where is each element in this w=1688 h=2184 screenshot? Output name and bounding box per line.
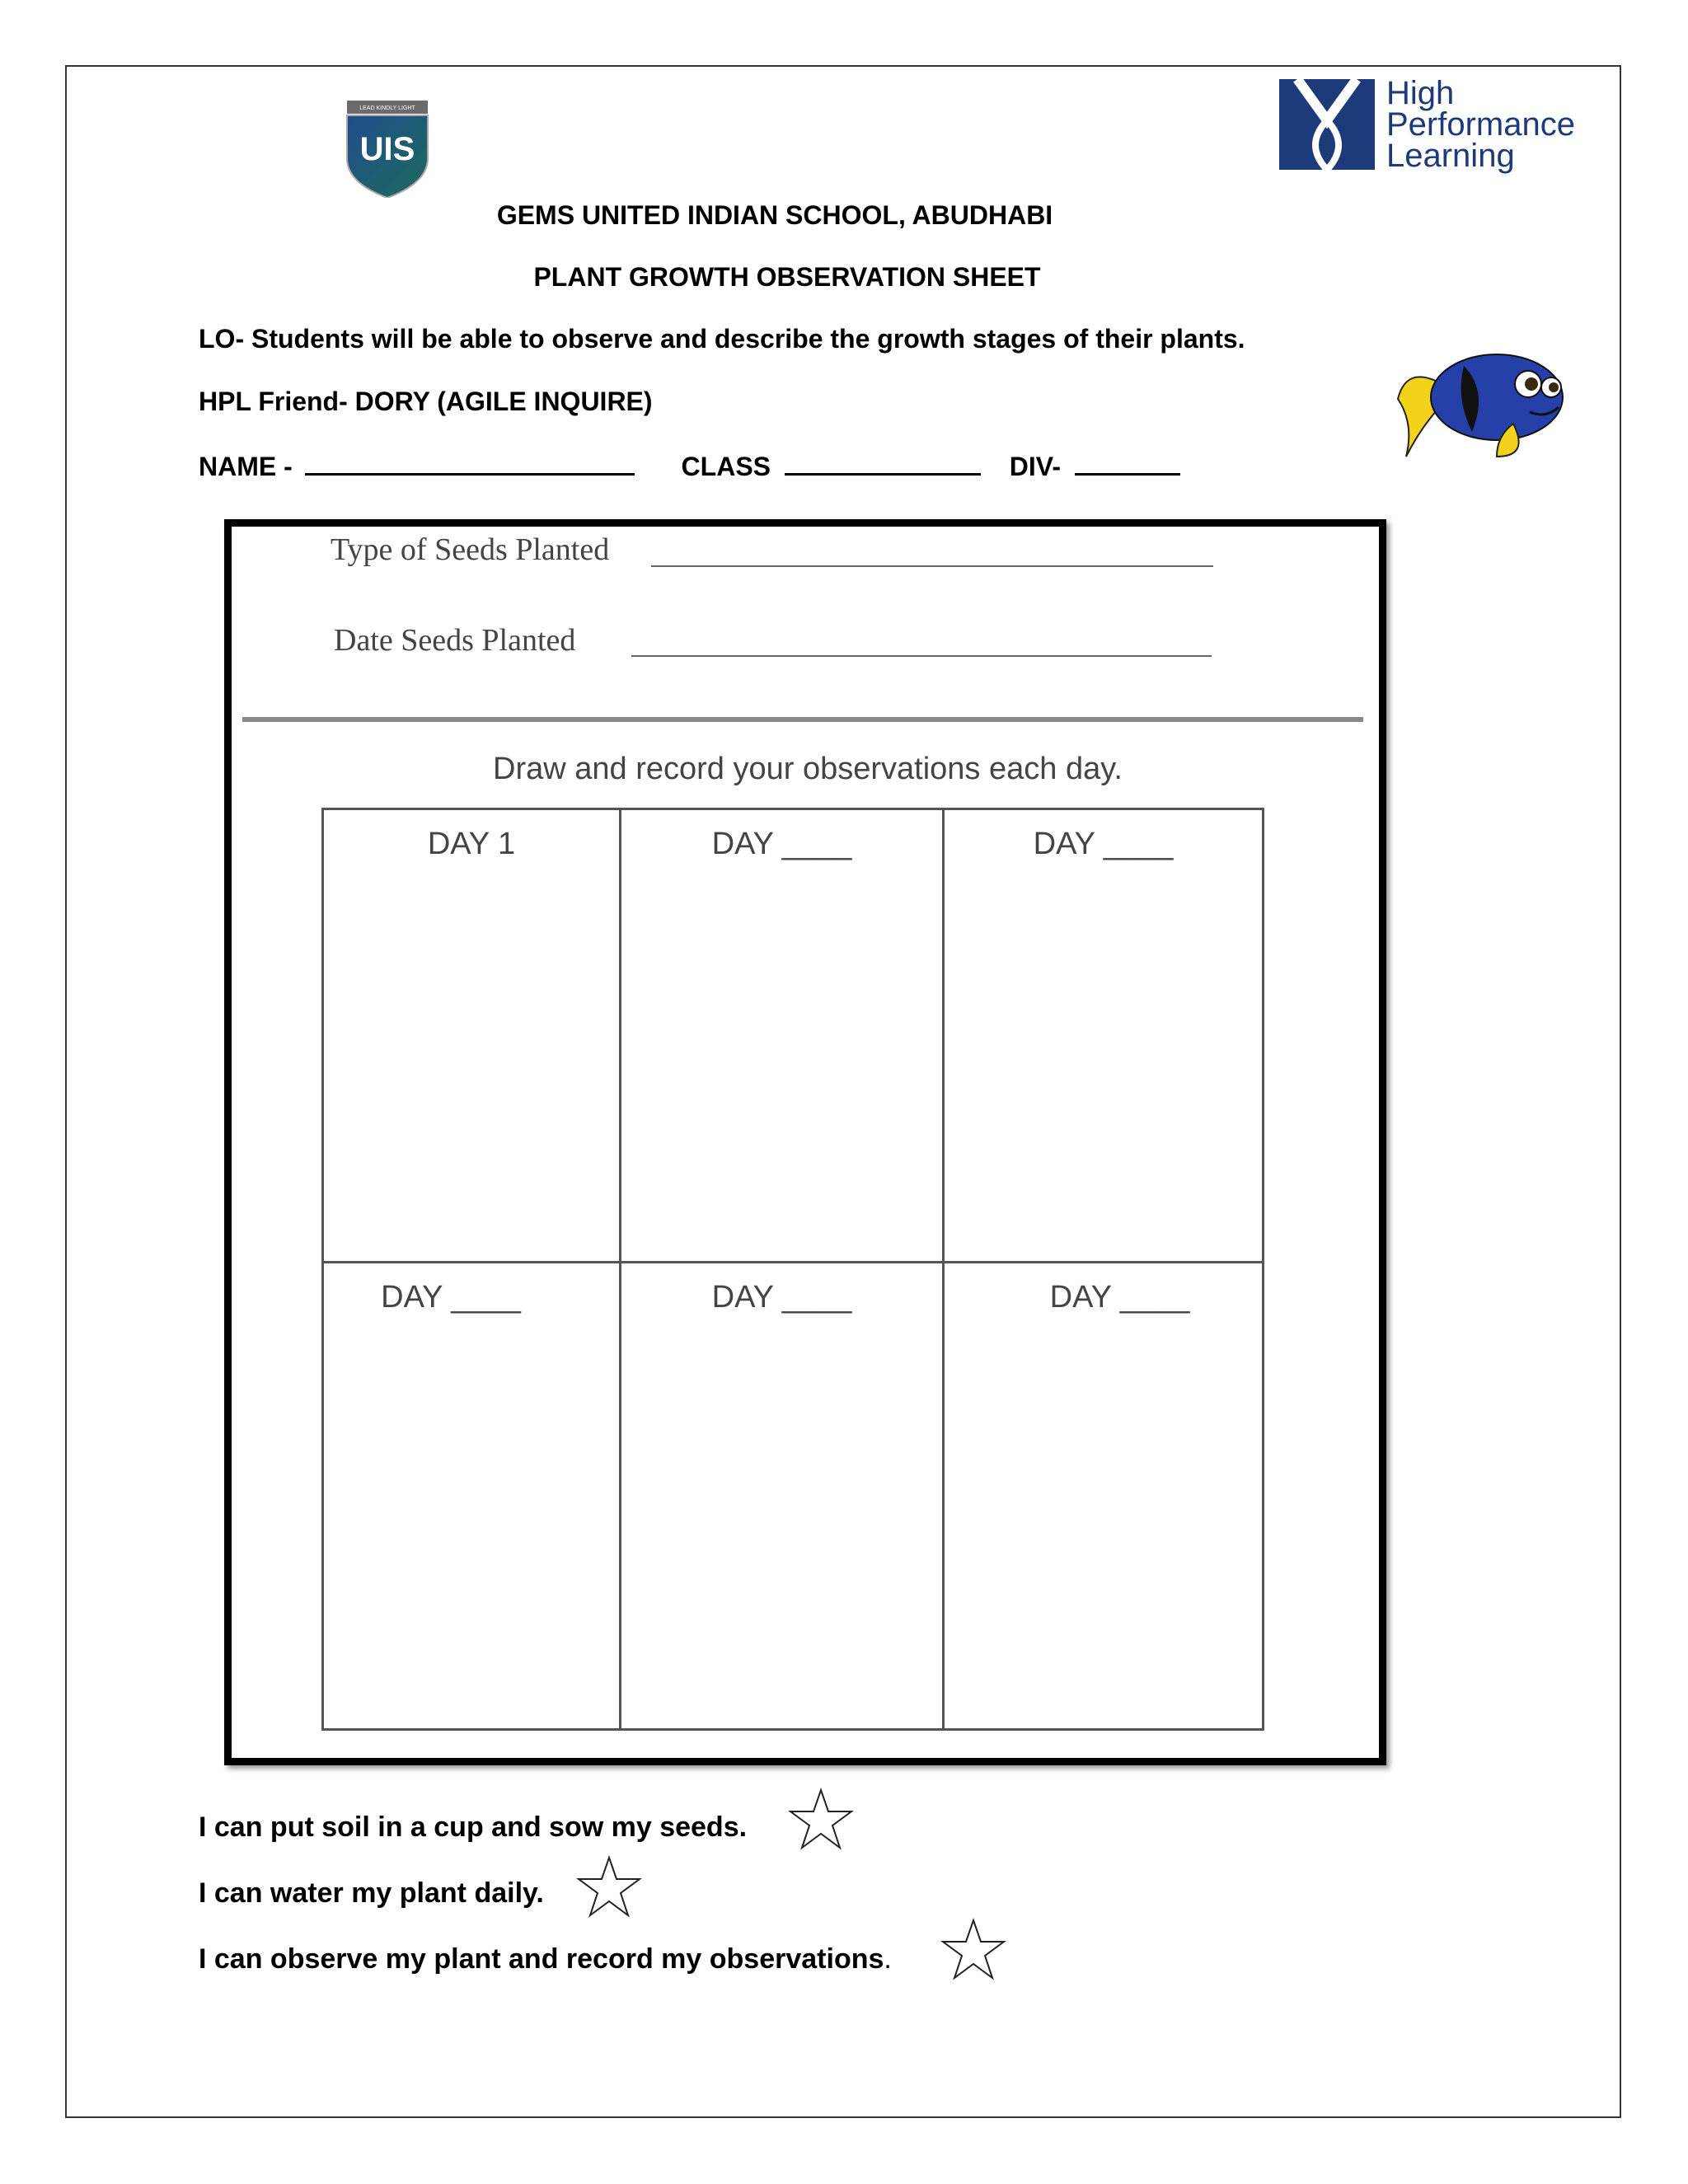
can-do-statement-3-text: I can observe my plant and record my observations <box>199 1943 884 1975</box>
dory-fish-illustration <box>1390 333 1564 465</box>
hpl-logo-text <box>1386 75 1575 174</box>
can-do-statement-1: I can put soil in a cup and sow my seeds. <box>199 1811 748 1843</box>
section-divider <box>242 717 1363 722</box>
div-field[interactable] <box>1075 448 1180 476</box>
uis-logo-text: UIS <box>359 131 415 167</box>
uis-logo-motto: LEAD KINDLY LIGHT <box>359 105 415 111</box>
day-cell-label: DAY ____ <box>711 1280 852 1315</box>
day-cell-label: DAY ____ <box>381 1280 521 1315</box>
name-field[interactable] <box>305 448 635 476</box>
day-cell[interactable] <box>324 1263 621 1728</box>
learning-objective: LO- Students will be able to observe and describe the growth stages of their plants. <box>199 324 1245 354</box>
hpl-logo-line-2: Performance <box>1386 106 1575 143</box>
day-cell-label: DAY ____ <box>1033 827 1174 861</box>
hpl-logo-line-1: High <box>1386 75 1455 111</box>
seed-type-label: Type of Seeds Planted <box>331 532 610 567</box>
school-name: GEMS UNITED INDIAN SCHOOL, ABUDHABI <box>496 200 1053 230</box>
div-label: DIV- <box>1009 452 1062 481</box>
seed-date-field[interactable] <box>631 655 1212 657</box>
can-do-statement-3-period: . <box>884 1943 892 1975</box>
hpl-friend: HPL Friend- DORY (AGILE INQUIRE) <box>199 387 653 416</box>
day-cell-label: DAY 1 <box>427 827 516 861</box>
can-do-statement-2: I can water my plant daily. <box>199 1877 544 1909</box>
sheet-title: PLANT GROWTH OBSERVATION SHEET <box>533 262 1041 292</box>
observation-grid <box>321 808 1264 1731</box>
name-label: NAME - <box>199 452 293 481</box>
day-cell[interactable] <box>945 1263 1262 1728</box>
hpl-logo-mark <box>1279 79 1375 170</box>
day-cell[interactable] <box>324 810 621 1263</box>
day-cell-label: DAY ____ <box>711 827 852 861</box>
day-cell-label: DAY ____ <box>1049 1280 1190 1315</box>
instruction-text: Draw and record your observations each day. <box>493 752 1123 786</box>
uis-logo <box>345 101 429 198</box>
class-label: CLASS <box>681 452 771 481</box>
seed-date-label: Date Seeds Planted <box>334 623 576 658</box>
day-cell[interactable] <box>621 1263 945 1728</box>
day-cell[interactable] <box>945 810 1262 1263</box>
student-info-line <box>199 448 1180 482</box>
star-outline-icon[interactable] <box>940 1917 1006 1983</box>
star-outline-icon[interactable] <box>788 1787 854 1853</box>
day-cell[interactable] <box>621 810 945 1263</box>
can-do-statement-3 <box>199 1943 892 1975</box>
class-field[interactable] <box>785 448 981 476</box>
seed-type-field[interactable] <box>651 565 1213 567</box>
star-outline-icon[interactable] <box>576 1854 642 1920</box>
hpl-logo-line-3: Learning <box>1386 138 1515 174</box>
